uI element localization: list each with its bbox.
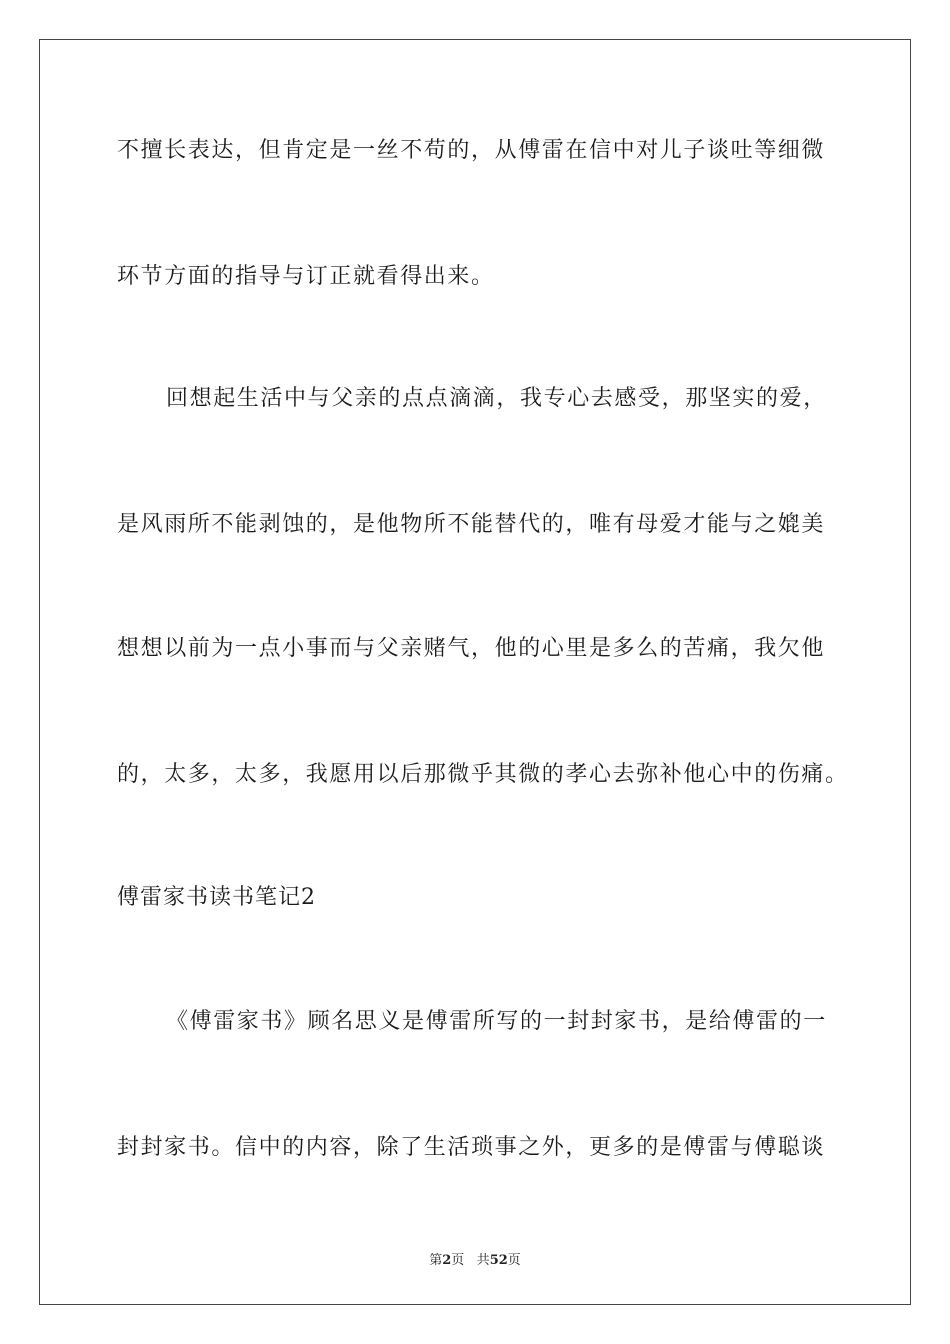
body-text-line: 封封家书。信中的内容，除了生活琐事之外，更多的是傅雷与傅聪谈 — [117, 1135, 826, 1160]
section-heading: 傅雷家书读书笔记2 — [117, 885, 316, 910]
total-pages: 52 — [489, 1253, 508, 1268]
page-number: 2 — [442, 1253, 452, 1268]
page-footer — [0, 1249, 950, 1268]
page-label-prefix: 第 — [429, 1253, 443, 1268]
body-text-line: 想想以前为一点小事而与父亲赌气，他的心里是多么的苦痛，我欠他 — [117, 636, 826, 661]
total-label-suffix: 页 — [507, 1253, 521, 1268]
page-frame — [39, 39, 911, 1305]
paragraph-first-line: 《傅雷家书》顾名思义是傅雷所写的一封封家书，是给傅雷的一 — [166, 1009, 827, 1034]
body-text-line: 环节方面的指导与订正就看得出来。 — [117, 264, 495, 289]
page-label-suffix: 页 — [451, 1253, 465, 1268]
body-text-line: 不擅长表达，但肯定是一丝不苟的，从傅雷在信中对儿子谈吐等细微 — [117, 138, 826, 163]
total-label-prefix: 共 — [476, 1253, 490, 1268]
body-text-line: 的，太多，太多，我愿用以后那微乎其微的孝心去弥补他心中的伤痛。 — [117, 762, 849, 787]
body-text-line: 是风雨所不能剥蚀的，是他物所不能替代的，唯有母爱才能与之媲美 — [117, 512, 826, 537]
paragraph-first-line: 回想起生活中与父亲的点点滴滴，我专心去感受，那坚实的爱， — [166, 386, 827, 411]
